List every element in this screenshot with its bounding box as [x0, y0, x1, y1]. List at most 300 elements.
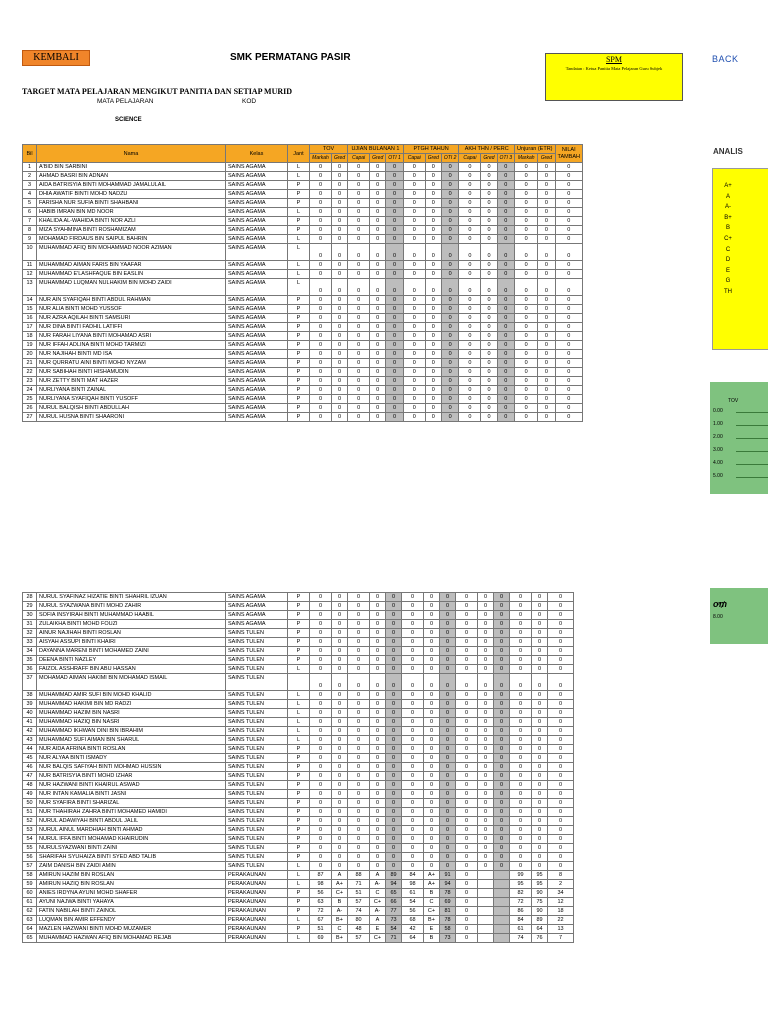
student-row	[23, 323, 583, 332]
student-name: MUHAMMAD AFIQ BIN MOHAMMAD NOOR AZIMAN	[37, 244, 226, 261]
grade-label: G	[725, 278, 731, 285]
score-cell: 71	[348, 880, 370, 889]
score-cell: 0	[510, 799, 532, 808]
student-bil: 41	[23, 718, 37, 727]
score-cell: 56	[402, 907, 424, 916]
score-cell: 0	[515, 323, 538, 332]
score-cell: 0	[459, 305, 481, 314]
student-class: SAINS AGAMA	[226, 208, 288, 217]
score-cell: 0	[440, 674, 456, 691]
score-cell: 56	[310, 889, 332, 898]
score-cell: 0	[310, 647, 332, 656]
student-bil: 10	[23, 244, 37, 261]
score-cell: 0	[370, 172, 386, 181]
score-cell: 0	[494, 611, 510, 620]
score-cell: 0	[555, 368, 583, 377]
score-cell: C+	[370, 934, 386, 943]
score-cell: 0	[555, 332, 583, 341]
score-cell: 0	[510, 826, 532, 835]
score-cell: 0	[310, 199, 332, 208]
score-cell: 0	[425, 413, 441, 422]
score-cell: 0	[441, 172, 459, 181]
score-cell: 0	[440, 772, 456, 781]
score-cell	[494, 880, 510, 889]
score-cell: 0	[348, 736, 370, 745]
tov-tick-label: 5.00	[713, 473, 723, 479]
student-gender: P	[288, 359, 310, 368]
score-cell: 0	[497, 235, 515, 244]
student-name: SHARIFAH SYUHAIZA BINTI SYED ABD TALIB	[37, 853, 226, 862]
score-cell: 0	[494, 835, 510, 844]
score-cell: 0	[424, 763, 440, 772]
score-cell: 0	[532, 781, 548, 790]
student-gender: L	[288, 916, 310, 925]
student-name: MUHAMMAD HAZIQ BIN NASRI	[37, 718, 226, 727]
score-cell: 0	[459, 368, 481, 377]
score-cell: 0	[424, 727, 440, 736]
chart-mark-icon: ơ₥	[713, 599, 728, 609]
score-cell: 64	[402, 934, 424, 943]
score-cell: 0	[332, 835, 348, 844]
score-cell: 0	[310, 826, 332, 835]
score-cell: 0	[510, 638, 532, 647]
score-cell: 0	[441, 208, 459, 217]
score-cell: 0	[510, 817, 532, 826]
col-bil: Bil	[23, 145, 37, 163]
score-cell: 0	[332, 691, 348, 700]
score-cell: 0	[510, 709, 532, 718]
score-cell: 0	[425, 323, 441, 332]
score-cell: 0	[386, 745, 402, 754]
score-cell: 0	[497, 305, 515, 314]
score-cell: 0	[402, 745, 424, 754]
student-bil: 59	[23, 880, 37, 889]
score-cell: 0	[348, 674, 370, 691]
student-class: SAINS TULEN	[226, 674, 288, 691]
score-cell: 0	[310, 350, 332, 359]
col-tov: TOV	[310, 145, 348, 154]
student-bil: 62	[23, 907, 37, 916]
score-cell: 0	[441, 305, 459, 314]
score-cell: 0	[456, 611, 478, 620]
student-bil: 18	[23, 332, 37, 341]
score-cell: 0	[538, 323, 555, 332]
score-cell: 0	[440, 862, 456, 871]
score-cell: 0	[348, 270, 370, 279]
score-cell: 0	[332, 279, 348, 296]
student-row	[23, 235, 583, 244]
student-bil: 24	[23, 386, 37, 395]
score-cell: 0	[456, 745, 478, 754]
score-cell: 0	[310, 386, 332, 395]
score-cell: 51	[348, 889, 370, 898]
student-class: SAINS TULEN	[226, 727, 288, 736]
score-cell: 0	[456, 925, 478, 934]
score-cell: 0	[481, 386, 497, 395]
score-cell: 0	[510, 656, 532, 665]
score-cell	[478, 925, 494, 934]
score-cell	[494, 934, 510, 943]
student-row	[23, 279, 583, 296]
student-bil: 20	[23, 350, 37, 359]
score-cell: 0	[515, 332, 538, 341]
score-cell: 0	[478, 674, 494, 691]
score-cell: 0	[440, 638, 456, 647]
score-cell: 0	[403, 226, 425, 235]
student-class: SAINS TULEN	[226, 665, 288, 674]
student-bil: 53	[23, 826, 37, 835]
kembali-button[interactable]: KEMBALI	[22, 50, 90, 66]
score-cell: B	[332, 898, 348, 907]
score-cell: 0	[440, 629, 456, 638]
score-cell: 0	[481, 208, 497, 217]
score-cell: 0	[348, 862, 370, 871]
score-cell: 0	[440, 647, 456, 656]
tov-tick-label: 8.00	[713, 614, 723, 620]
score-cell: 0	[310, 163, 332, 172]
score-cell: 0	[510, 674, 532, 691]
score-cell: 0	[348, 656, 370, 665]
student-name: AINUR NAJIHAH BINTI ROSLAN	[37, 629, 226, 638]
score-cell: 0	[494, 844, 510, 853]
student-gender: P	[288, 781, 310, 790]
score-cell: 0	[403, 395, 425, 404]
score-cell: 0	[456, 691, 478, 700]
score-cell: 0	[348, 826, 370, 835]
score-cell: 0	[424, 736, 440, 745]
score-cell: 0	[555, 350, 583, 359]
student-name: NURUL BALQISH BINTI ABDULLAH	[37, 404, 226, 413]
score-cell: 0	[532, 808, 548, 817]
score-cell: 0	[402, 629, 424, 638]
student-gender: P	[288, 656, 310, 665]
mata-pelajaran-label: MATA PELAJARAN	[97, 98, 154, 105]
student-bil: 64	[23, 925, 37, 934]
score-cell: 0	[481, 226, 497, 235]
student-class: SAINS AGAMA	[226, 368, 288, 377]
score-cell: 0	[456, 808, 478, 817]
student-bil: 52	[23, 817, 37, 826]
score-cell: 0	[348, 781, 370, 790]
score-cell: 0	[424, 691, 440, 700]
score-cell	[494, 916, 510, 925]
score-cell: 0	[555, 181, 583, 190]
score-cell: 0	[532, 826, 548, 835]
student-name: MOHAMAD FIRDAUS BIN SAIPUL BAHRIN	[37, 235, 226, 244]
score-cell: 0	[332, 350, 348, 359]
score-cell: 0	[497, 244, 515, 261]
score-cell: 0	[424, 862, 440, 871]
score-cell: 0	[424, 629, 440, 638]
score-cell: 0	[310, 279, 332, 296]
score-cell: 0	[441, 296, 459, 305]
student-class: SAINS TULEN	[226, 835, 288, 844]
score-cell: 0	[348, 611, 370, 620]
score-cell: 0	[481, 395, 497, 404]
score-cell: 0	[510, 647, 532, 656]
student-class: SAINS AGAMA	[226, 323, 288, 332]
score-cell: 0	[555, 377, 583, 386]
score-cell: 0	[310, 261, 332, 270]
student-bil: 58	[23, 871, 37, 880]
score-cell: 0	[548, 593, 574, 602]
student-row	[23, 835, 574, 844]
score-cell: 0	[332, 817, 348, 826]
grade-label: E	[725, 267, 730, 274]
sub-oti1: OTI 1	[386, 154, 404, 163]
score-cell: 0	[370, 647, 386, 656]
student-bil: 60	[23, 889, 37, 898]
score-cell: 0	[478, 611, 494, 620]
tov-chart-label: TOV	[728, 398, 739, 404]
score-cell: 0	[459, 270, 481, 279]
score-cell	[494, 871, 510, 880]
score-cell: 0	[310, 190, 332, 199]
score-cell: 0	[459, 323, 481, 332]
score-cell: 0	[478, 620, 494, 629]
score-cell: 0	[515, 368, 538, 377]
score-cell: 0	[478, 817, 494, 826]
score-cell: 0	[370, 593, 386, 602]
score-cell: 0	[310, 835, 332, 844]
score-cell: 0	[310, 395, 332, 404]
score-cell: 0	[459, 261, 481, 270]
score-cell: 0	[459, 332, 481, 341]
score-cell: 0	[441, 386, 459, 395]
student-name: MUHAMMAD E'LASHFAQUE BIN EASLIN	[37, 270, 226, 279]
score-cell: 0	[532, 835, 548, 844]
score-cell: 0	[440, 700, 456, 709]
score-cell: 0	[515, 190, 538, 199]
score-cell: 0	[332, 799, 348, 808]
student-row	[23, 629, 574, 638]
student-bil: 54	[23, 835, 37, 844]
score-cell: 0	[459, 235, 481, 244]
score-cell: 0	[386, 709, 402, 718]
score-cell: 0	[538, 217, 555, 226]
grade-label: TH	[724, 289, 732, 295]
student-gender: L	[288, 208, 310, 217]
score-cell	[478, 934, 494, 943]
score-cell: 0	[459, 296, 481, 305]
student-bil: 55	[23, 844, 37, 853]
score-cell: 0	[402, 727, 424, 736]
score-cell: 0	[538, 341, 555, 350]
score-cell	[478, 889, 494, 898]
score-cell: 0	[332, 314, 348, 323]
student-class: PERAKAUNAN	[226, 907, 288, 916]
score-cell: 0	[332, 808, 348, 817]
score-cell: 0	[402, 611, 424, 620]
score-cell: 0	[348, 395, 370, 404]
score-cell: 0	[332, 781, 348, 790]
score-cell: 0	[440, 817, 456, 826]
score-cell: 0	[425, 332, 441, 341]
score-cell: 0	[478, 799, 494, 808]
student-class: SAINS TULEN	[226, 691, 288, 700]
sub-gred: Gred	[425, 154, 441, 163]
score-cell: 0	[310, 853, 332, 862]
score-cell: 34	[548, 889, 574, 898]
score-cell: 0	[424, 772, 440, 781]
score-cell: 0	[538, 244, 555, 261]
score-cell: 0	[481, 217, 497, 226]
student-gender: L	[288, 163, 310, 172]
score-cell: 0	[532, 647, 548, 656]
score-cell: 0	[515, 314, 538, 323]
sub-capai: Capai	[348, 154, 370, 163]
score-cell: 87	[310, 871, 332, 880]
score-cell: 0	[532, 665, 548, 674]
student-gender: P	[288, 350, 310, 359]
score-cell: 73	[440, 934, 456, 943]
score-cell: 0	[478, 727, 494, 736]
student-bil: 15	[23, 305, 37, 314]
score-cell: 0	[348, 709, 370, 718]
score-cell: A-	[370, 880, 386, 889]
score-cell: 0	[403, 377, 425, 386]
score-cell: 89	[386, 871, 402, 880]
score-cell: 2	[548, 880, 574, 889]
student-row	[23, 593, 574, 602]
score-cell: 0	[497, 163, 515, 172]
score-cell: 0	[478, 656, 494, 665]
student-row	[23, 404, 583, 413]
score-cell: 0	[515, 217, 538, 226]
student-row	[23, 413, 583, 422]
student-class: SAINS TULEN	[226, 656, 288, 665]
student-gender: L	[288, 862, 310, 871]
score-cell: 0	[441, 323, 459, 332]
score-cell: 94	[440, 880, 456, 889]
student-class: SAINS TULEN	[226, 736, 288, 745]
score-cell: 0	[386, 261, 404, 270]
score-cell: 0	[348, 620, 370, 629]
score-cell: 0	[425, 404, 441, 413]
score-cell: 0	[310, 359, 332, 368]
student-row	[23, 332, 583, 341]
student-class: PERAKAUNAN	[226, 916, 288, 925]
score-cell: 0	[481, 323, 497, 332]
score-cell: 0	[456, 871, 478, 880]
score-cell: 0	[310, 691, 332, 700]
score-cell: 0	[348, 244, 370, 261]
score-cell: 0	[403, 350, 425, 359]
sub-oti2: OTI 2	[441, 154, 459, 163]
student-name: NUR INTAN KAMALIA BINTI JASNI	[37, 790, 226, 799]
student-gender: P	[288, 620, 310, 629]
score-cell: C+	[370, 898, 386, 907]
score-cell: 0	[310, 718, 332, 727]
sub-capai: Capai	[459, 154, 481, 163]
score-cell: 0	[386, 350, 404, 359]
score-cell: 0	[456, 620, 478, 629]
score-cell: 0	[386, 359, 404, 368]
score-cell: 0	[494, 763, 510, 772]
student-row	[23, 244, 583, 261]
student-bil: 7	[23, 217, 37, 226]
student-class: SAINS TULEN	[226, 718, 288, 727]
score-cell: 0	[425, 172, 441, 181]
score-cell: 0	[348, 163, 370, 172]
student-row	[23, 181, 583, 190]
score-cell: 0	[370, 386, 386, 395]
score-cell: 0	[538, 359, 555, 368]
student-row	[23, 862, 574, 871]
score-cell: 0	[459, 395, 481, 404]
score-cell: 0	[548, 700, 574, 709]
score-cell: 0	[370, 279, 386, 296]
student-class: SAINS TULEN	[226, 844, 288, 853]
score-cell: 0	[370, 305, 386, 314]
score-cell: 0	[348, 199, 370, 208]
student-gender: P	[288, 413, 310, 422]
student-name: NUR HAZWANI BINTI KHAIRUL ASWAD	[37, 781, 226, 790]
student-class: SAINS TULEN	[226, 647, 288, 656]
score-cell: 0	[310, 700, 332, 709]
student-class: SAINS TULEN	[226, 700, 288, 709]
score-cell: 0	[440, 763, 456, 772]
student-gender: P	[288, 898, 310, 907]
score-cell: 72	[510, 898, 532, 907]
score-cell: 0	[370, 790, 386, 799]
student-bil: 4	[23, 190, 37, 199]
score-cell: 0	[348, 181, 370, 190]
student-gender: L	[288, 665, 310, 674]
score-cell: B+	[424, 916, 440, 925]
score-cell: 0	[386, 629, 402, 638]
score-cell: 0	[532, 674, 548, 691]
score-cell: A-	[370, 907, 386, 916]
score-cell: 57	[348, 898, 370, 907]
score-cell: 0	[441, 332, 459, 341]
score-cell: 0	[403, 163, 425, 172]
score-cell: 0	[424, 781, 440, 790]
student-gender: P	[288, 611, 310, 620]
score-cell: 0	[548, 736, 574, 745]
score-cell: 0	[548, 691, 574, 700]
score-cell: 99	[510, 871, 532, 880]
score-cell: 0	[478, 665, 494, 674]
back-button[interactable]: BACK	[712, 54, 739, 64]
student-name: NUR SABIHAH BINTI HISHAMUDIN	[37, 368, 226, 377]
student-name: MAZLEN HAZWANI BINTI MOHD MUZAMER	[37, 925, 226, 934]
student-class: SAINS AGAMA	[226, 190, 288, 199]
score-cell: 0	[555, 386, 583, 395]
score-cell: 0	[478, 709, 494, 718]
score-cell: 0	[370, 602, 386, 611]
score-cell: A-	[332, 907, 348, 916]
score-cell: 0	[456, 880, 478, 889]
score-cell: 82	[510, 889, 532, 898]
score-cell: 0	[494, 629, 510, 638]
student-class: PERAKAUNAN	[226, 925, 288, 934]
student-name: ANIES IRDYNA AYUNI MOHD SHAFER	[37, 889, 226, 898]
student-name: MUHAMMAD AIMAN FARIS BIN YAAFAR	[37, 261, 226, 270]
student-bil: 61	[23, 898, 37, 907]
score-cell: 0	[424, 593, 440, 602]
score-cell: 0	[494, 772, 510, 781]
score-cell: 0	[310, 611, 332, 620]
student-bil: 40	[23, 709, 37, 718]
score-cell: 0	[348, 700, 370, 709]
score-cell: 0	[386, 638, 402, 647]
student-name: NUR QURRATU AINI BINTI MOHD NYZAM	[37, 359, 226, 368]
student-bil: 35	[23, 656, 37, 665]
score-cell: 0	[538, 199, 555, 208]
student-table-top	[22, 144, 583, 422]
student-row	[23, 377, 583, 386]
